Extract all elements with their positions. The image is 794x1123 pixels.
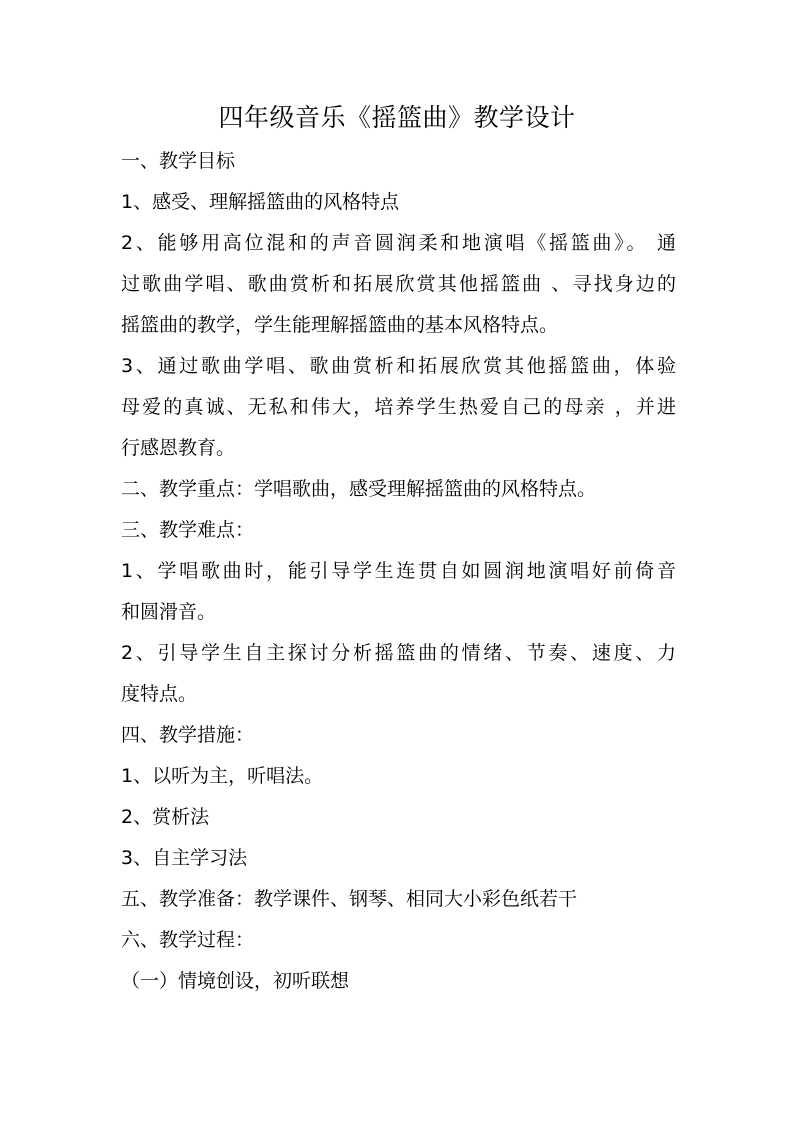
objective-item-2-line-3: 摇篮曲的教学，学生能理解摇篮曲的基本风格特点。 [121,314,559,336]
process-step-1: （一）情境创设，初听联想 [121,970,350,992]
section-heading-preparation: 五、教学准备：教学课件、钢琴、相同大小彩色纸若干 [121,888,578,910]
section-heading-process: 六、教学过程： [121,929,255,951]
objective-item-3-line-1: 3、通过歌曲学唱、歌曲赏析和拓展欣赏其他摇篮曲，体验 [121,355,676,377]
objective-item-3-line-2: 母爱的真诚、无私和伟大，培养学生热爱自己的母亲 ，并进 [121,396,676,418]
objective-item-3-line-3: 行感恩教育。 [121,437,236,459]
document-title: 四年级音乐《摇篮曲》教学设计 [218,103,576,132]
difficulty-item-1-line-1: 1、学唱歌曲时，能引导学生连贯自如圆润地演唱好前倚音 [121,560,676,582]
difficulty-item-1-line-2: 和圆滑音。 [121,601,217,623]
document-body [121,141,676,1002]
section-heading-key-points: 二、教学重点：学唱歌曲，感受理解摇篮曲的风格特点。 [121,478,597,500]
difficulty-item-2-line-1: 2、引导学生自主探讨分析摇篮曲的情绪、节奏、速度、力 [121,642,676,664]
section-heading-objectives: 一、教学目标 [121,150,236,172]
section-heading-difficulties: 三、教学难点： [121,519,255,541]
objective-item-2-line-2: 过歌曲学唱、歌曲赏析和拓展欣赏其他摇篮曲 、寻找身边的 [121,273,676,295]
measure-item-1: 1、以听为主，听唱法。 [121,765,324,787]
difficulty-item-2-line-2: 度特点。 [121,683,198,705]
measure-item-3: 3、自主学习法 [121,847,248,869]
measure-item-2: 2、赏析法 [121,806,210,828]
objective-item-1: 1、感受、理解摇篮曲的风格特点 [121,191,400,213]
objective-item-2-line-1: 2、能够用高位混和的声音圆润柔和地演唱《摇篮曲》。 通 [121,232,676,254]
section-heading-measures: 四、教学措施： [121,724,255,746]
